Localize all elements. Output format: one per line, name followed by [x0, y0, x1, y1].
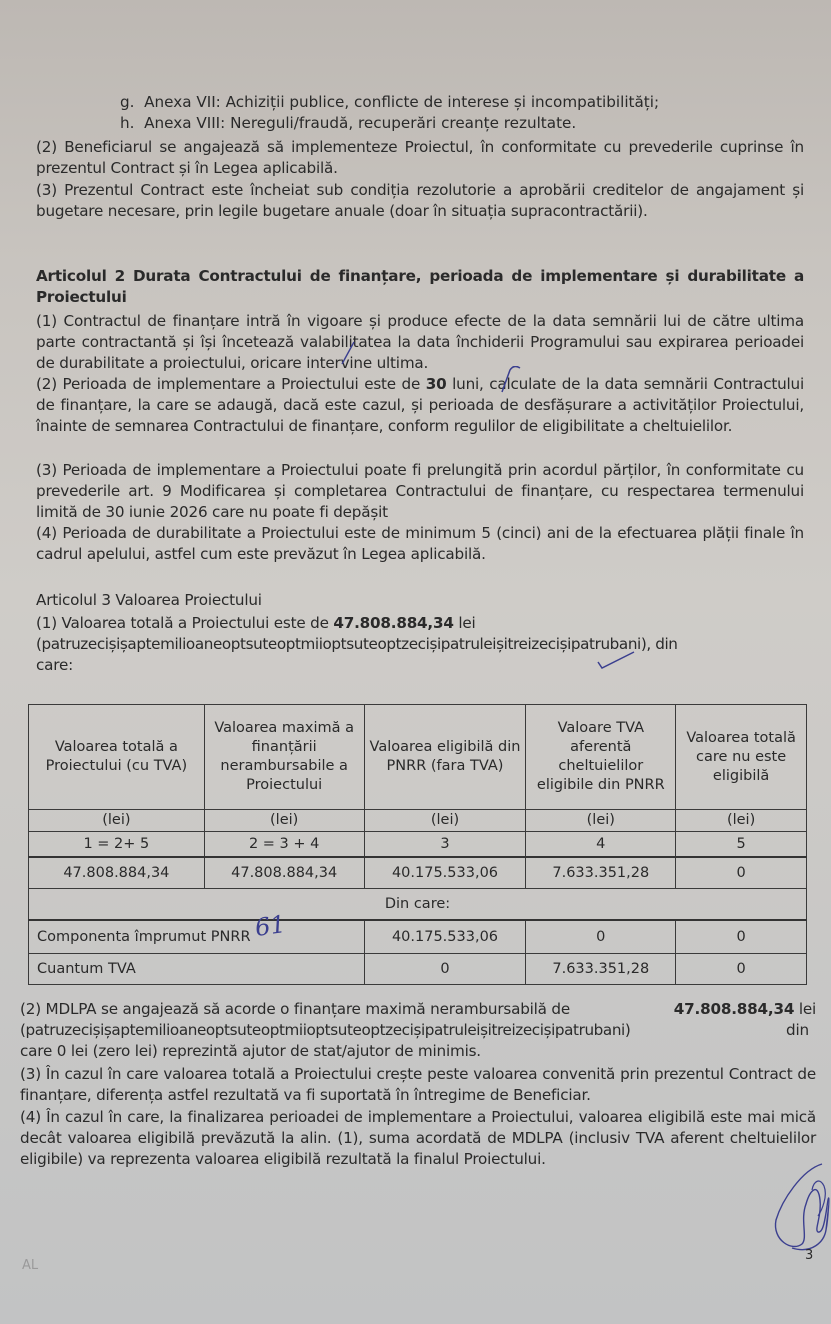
header-cell: Valoarea maximă a finanțării nerambursabile a Proiectului — [204, 705, 364, 810]
table-formula-row — [29, 832, 807, 858]
header-cell: Valoarea totală a Proiectului (cu TVA) — [29, 705, 205, 810]
article1-paragraph-2: (2) Beneficiarul se angajează să implementeze Proiectul, în conformitate cu prevederile cuprinse în prezentul Contract și în Legea aplicabilă. — [36, 138, 804, 177]
table-header-row — [29, 705, 807, 810]
article2-paragraph-3: (3) Perioada de implementare a Proiectului poate fi prelungită prin acordul părților, în conformitate cu prevederile art. 9 Modificarea și completarea Contractului de finanțare, cu respectarea termenului limită de 30 iunie 2026 care nu poate fi depășit — [36, 461, 804, 521]
signature-icon — [762, 1160, 831, 1260]
footer-initials: AL — [22, 1258, 39, 1273]
unit-cell: (lei) — [364, 810, 526, 832]
header-cell: Valoarea totală care nu este eligibilă — [676, 705, 807, 810]
list-item-g: g. Anexa VII: Achiziții publice, conflicte de interese și incompatibilități; — [120, 93, 660, 111]
unit-cell: (lei) — [204, 810, 364, 832]
handwritten-check-icon — [596, 648, 636, 670]
value-cell: 47.808.884,34 — [29, 857, 205, 889]
table-row — [29, 954, 807, 985]
article3-paragraph-3: (3) În cazul în care valoarea totală a Proiectului crește peste valoarea convenită prin prezentul Contract de finanțare, diferența astfel rezultată va fi suportată în întregime de Beneficiar. — [20, 1065, 816, 1104]
value-cell: 0 — [676, 954, 807, 985]
total-value-amount: 47.808.884,34 — [333, 614, 454, 632]
formula-cell: 5 — [676, 832, 807, 858]
article3-paragraph-2-din: din — [786, 1021, 809, 1039]
list-item-h: h. Anexa VIII: Nereguli/fraudă, recuperări creanțe rezultate. — [120, 114, 577, 132]
article1-paragraph-3: (3) Prezentul Contract este încheiat sub condiția rezolutorie a aprobării creditelor de angajament și bugetare necesare, prin legile bugetare anuale (doar în situația supracontractării). — [36, 181, 804, 220]
article2-paragraph-1: (1) Contractul de finanțare intră în vigoare și produce efecte de la data semnării lui de către ultima parte contractantă și își încetează valabilitatea la data închiderii Programului sau expirarea perioadei de durabilitate a proiectului, oricare intervine ultima. — [36, 312, 804, 372]
row-label-cell: Cuantum TVA — [29, 954, 365, 985]
page-number: 3 — [805, 1248, 814, 1263]
article3-paragraph-1-end: care: — [36, 656, 74, 674]
implementation-months: 30 — [425, 375, 447, 393]
handwritten-note: 61 — [253, 910, 288, 942]
value-cell: 0 — [676, 857, 807, 889]
value-cell: 0 — [676, 920, 807, 954]
value-cell: 0 — [364, 954, 526, 985]
value-cell: 7.633.351,28 — [526, 857, 676, 889]
article2-paragraph-2: (2) Perioada de implementare a Proiectului este de 30 luni, calculate de la data semnării Contractului de finanțare, la care se adaugă, dacă este cazul, și perioada de desfășurare a activităților Proiectului, înainte de semnarea Contractului de finanțare, conform regulilor de eligibilitate a cheltuielilor. — [36, 375, 804, 435]
header-cell: Valoare TVA aferentă cheltuielilor eligibile din PNRR — [526, 705, 676, 810]
article2-title: Articolul 2 Durata Contractului de finanțare, perioada de implementare și durabilitate a Proiectului — [36, 267, 804, 306]
formula-cell: 3 — [364, 832, 526, 858]
handwritten-slash-icon — [338, 340, 358, 366]
table-total-row — [29, 857, 807, 889]
row-label-cell: Componenta împrumut PNRR 61 — [29, 920, 365, 954]
value-cell: 47.808.884,34 — [204, 857, 364, 889]
article3-paragraph-4: (4) În cazul în care, la finalizarea perioadei de implementare a Proiectului, valoarea eligibilă este mai mică decât valoarea eligibilă prevăzută la alin. (1), suma acordată de MDLPA (inclusiv TVA aferent cheltuielilor eligibile) va reprezenta valoarea eligibilă rezultată la finalul Proiectului. — [20, 1108, 816, 1168]
article3-paragraph-2: (2) MDLPA se angajează să acorde o finanțare maximă nerambursabilă de — [20, 1000, 570, 1018]
article3-title: Articolul 3 Valoarea Proiectului — [36, 591, 262, 609]
article3-paragraph-1: (1) Valoarea totală a Proiectului este de 47.808.884,34 lei — [36, 614, 476, 632]
article3-paragraph-1-words: (patruzecișișaptemilioaneoptsuteoptmiioptsuteoptzecișipatruleișitreizecișipatrubani), din — [36, 635, 678, 653]
formula-cell: 4 — [526, 832, 676, 858]
value-cell: 7.633.351,28 — [526, 954, 676, 985]
value-cell: 40.175.533,06 — [364, 857, 526, 889]
article3-paragraph-2-end: care 0 lei (zero lei) reprezintă ajutor de stat/ajutor de minimis. — [20, 1042, 481, 1060]
value-cell: 40.175.533,06 — [364, 920, 526, 954]
unit-cell: (lei) — [676, 810, 807, 832]
table-row — [29, 920, 807, 954]
article3-paragraph-2-words: (patruzecișișaptemilioaneoptsuteoptmiioptsuteoptzecișipatruleișitreizecișipatrubani) — [20, 1021, 631, 1039]
value-cell: 0 — [526, 920, 676, 954]
table-group-label-row — [29, 889, 807, 921]
unit-cell: (lei) — [526, 810, 676, 832]
financing-table — [28, 704, 807, 985]
formula-cell: 2 = 3 + 4 — [204, 832, 364, 858]
group-label-cell: Din care: — [29, 889, 807, 921]
article2-paragraph-4: (4) Perioada de durabilitate a Proiectului este de minimum 5 (cinci) ani de la efectuarea plății finale în cadrul apelului, astfel cum este prevăzut în Legea aplicabilă. — [36, 524, 804, 563]
article3-paragraph-2-amount: 47.808.884,34 lei — [673, 1000, 816, 1018]
formula-cell: 1 = 2+ 5 — [29, 832, 205, 858]
header-cell: Valoarea eligibilă din PNRR (fara TVA) — [364, 705, 526, 810]
unit-cell: (lei) — [29, 810, 205, 832]
handwritten-checkmark-icon — [500, 366, 524, 396]
table-units-row — [29, 810, 807, 832]
